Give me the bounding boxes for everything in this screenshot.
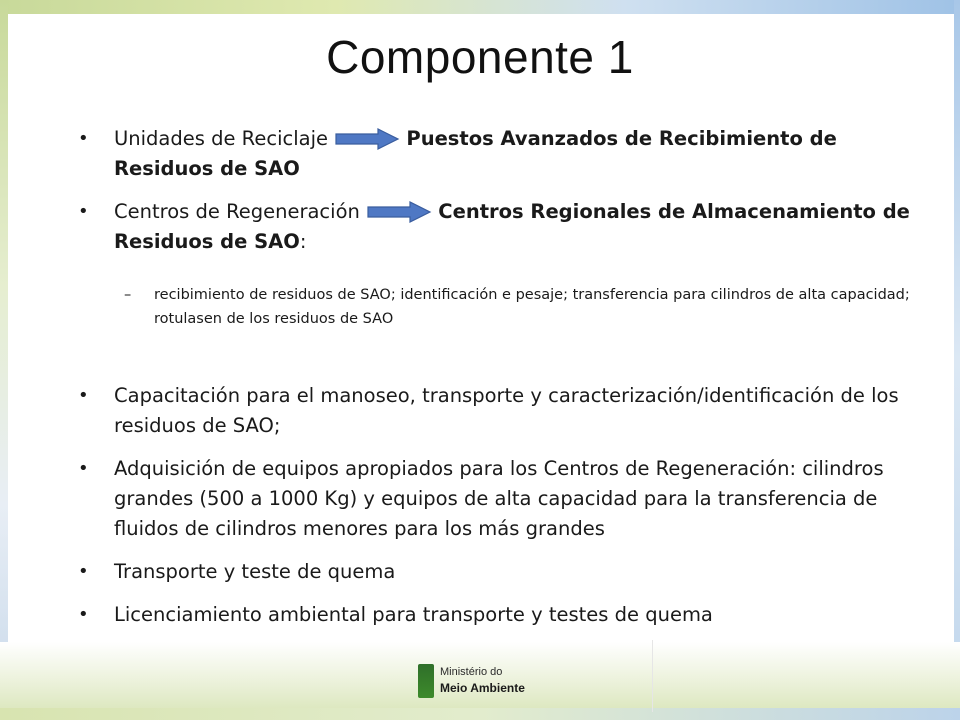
bullet-bold-text: Centros Regionales de Almacenamiento de Residuos de SAO [114, 200, 910, 253]
bullet-bold-text: Puestos Avanzados de Recibimiento de Residuos de SAO [114, 127, 837, 180]
footer-divider [652, 640, 653, 712]
bullet-item [74, 600, 914, 630]
bullet-text: Capacitación para el manoseo, transporte y caracterización/identificación de los residuos de SAO; [114, 384, 899, 437]
bullet-text: Adquisición de equipos apropiados para los Centros de Regeneración: cilindros grandes (500 a 1000 Kg) y equipos de alta capacidad para la transferencia de fluidos de cilindros menores para los más grandes [114, 457, 884, 540]
bullet-plain-text: Unidades de Reciclaje [114, 127, 328, 150]
bullet-item [74, 557, 914, 587]
bullet-dot: • [78, 458, 89, 479]
logo-line1: Ministério do [440, 666, 503, 678]
sub-bullet-text: recibimiento de residuos de SAO; identificación e pesaje; transferencia para cilindros de alta capacidad; rotulasen de los residuos de SAO [154, 287, 910, 327]
bullet-item [74, 124, 914, 184]
sub-bullet-item [74, 283, 914, 331]
right-arrow-icon [366, 201, 432, 223]
bullet-plain-text: Centros de Regeneración [114, 200, 360, 223]
ministry-logo [418, 662, 546, 700]
slide-title: Componente 1 [326, 31, 634, 83]
logo-line2: Meio Ambiente [440, 681, 525, 695]
frame-left-band [0, 0, 8, 720]
bullet-item [74, 454, 914, 544]
right-arrow-icon [334, 128, 400, 150]
bullet-item [74, 197, 914, 257]
ministry-logo-icon [418, 664, 434, 698]
frame-top-band [0, 0, 960, 14]
sub-bullet-dash: – [124, 287, 132, 303]
bullet-dot: • [78, 604, 89, 625]
frame-right-band [954, 0, 960, 720]
bullet-text: Transporte y teste de quema [114, 560, 396, 583]
bullet-dot: • [78, 201, 89, 222]
bullet-dot: • [78, 561, 89, 582]
slide-content [74, 124, 914, 643]
bullet-suffix: : [299, 230, 307, 253]
bullet-dot: • [78, 385, 89, 406]
bullet-text: Licenciamiento ambiental para transporte y testes de quema [114, 603, 713, 626]
bullet-dot: • [78, 128, 89, 149]
bullet-item [74, 381, 914, 441]
